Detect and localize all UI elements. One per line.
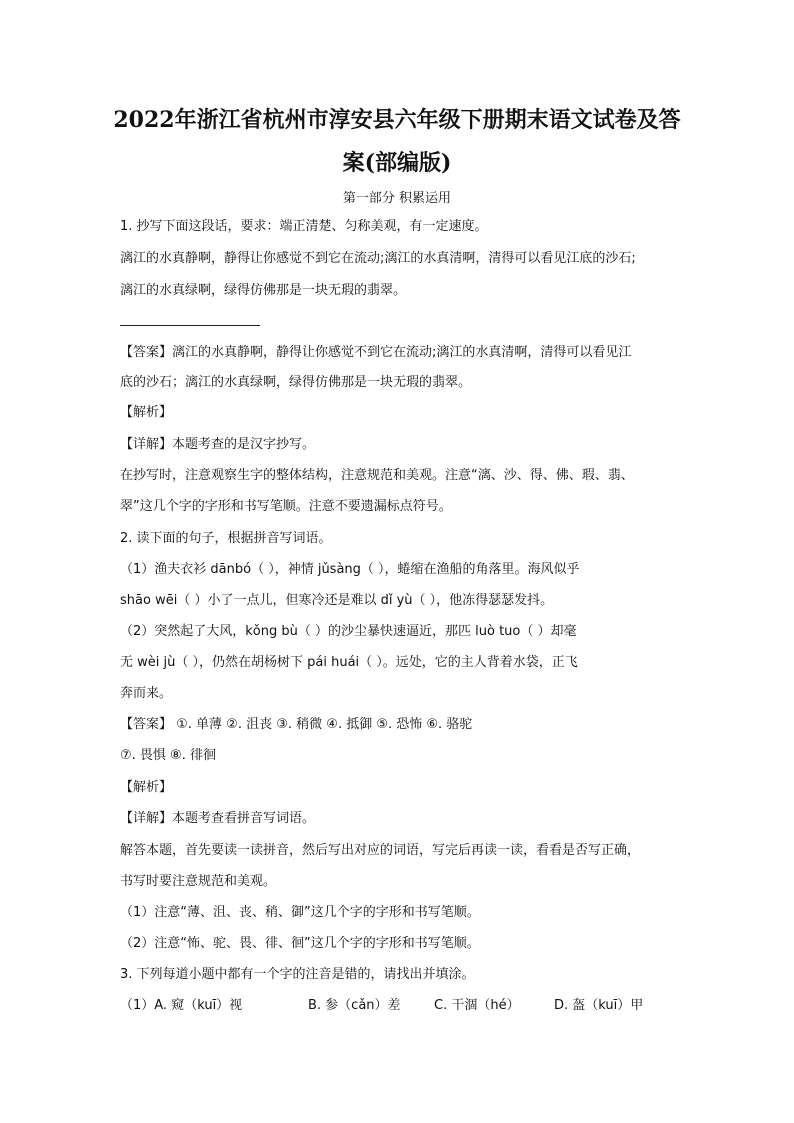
q3-option-a: （1）A. 窥（kuī）视 <box>120 998 243 1013</box>
q1-detail: 【详解】本题考查的是汉字抄写。 <box>120 437 316 452</box>
q2-detail: 【详解】本题考查看拼音写词语。 <box>120 811 316 826</box>
q2-note-1: （1）注意“薄、沮、丧、稍、御”这几个字的字形和书写笔顺。 <box>120 905 480 920</box>
q1-passage-line-2: 漓江的水真绿啊，绿得仿佛那是一块无瑕的翡翠。 <box>120 283 407 298</box>
document-title-line-2: 案(部编版) <box>342 150 452 176</box>
document-title-line-1: 2022年浙江省杭州市淳安县六年级下册期末语文试卷及答 <box>113 107 681 133</box>
q1-answer-line-1: 【答案】漓江的水真静啊，静得让你感觉不到它在流动;漓江的水真清啊，清得可以看见江 <box>120 345 632 360</box>
q2-sentence-1-line-2: shāo wēi（ ）小了一点儿，但寒冷还是难以 dǐ yù（ ），他冻得瑟瑟发抖。 <box>120 593 554 608</box>
q3-option-c: C. 干涸（hé） <box>434 998 520 1013</box>
q3-option-b: B. 参（cǎn）差 <box>308 998 401 1013</box>
q2-explain-line-2: 书写时要注意规范和美观。 <box>120 874 277 889</box>
q3-option-d: D. 盔（kuī）甲 <box>554 998 644 1013</box>
section-heading: 第一部分 积累运用 <box>342 191 452 206</box>
q1-passage-line-1: 漓江的水真静啊，静得让你感觉不到它在流动;漓江的水真清啊，清得可以看见江底的沙石; <box>120 251 636 266</box>
q1-explain-line-1: 在抄写时，注意观察生字的整体结构，注意规范和美观。注意“漓、沙、得、佛、瑕、翡、 <box>120 468 634 483</box>
q2-note-2: （2）注意“怖、驼、畏、徘、徊”这几个字的字形和书写笔顺。 <box>120 936 480 951</box>
q2-prompt: 2. 读下面的句子，根据拼音写词语。 <box>120 531 332 546</box>
answer-divider <box>120 325 260 326</box>
q2-answer-line-1: 【答案】 ①. 单薄 ②. 沮丧 ③. 稍微 ④. 抵御 ⑤. 恐怖 ⑥. 骆驼 <box>120 717 473 732</box>
q2-answer-line-2: ⑦. 畏惧 ⑧. 徘徊 <box>120 748 216 763</box>
q2-sentence-2-line-3: 奔而来。 <box>120 686 173 701</box>
q2-sentence-2-line-2: 无 wèi jù（ ），仍然在胡杨树下 pái huái（ ）。远处，它的主人背着水袋，正飞 <box>120 655 578 670</box>
q1-explain-line-2: 翠”这几个字的字形和书写笔顺。注意不要遗漏标点符号。 <box>120 499 452 514</box>
q1-analysis-label: 【解析】 <box>120 405 173 420</box>
q1-prompt: 1. 抄写下面这段话，要求：端正清楚、匀称美观，有一定速度。 <box>120 219 488 234</box>
q2-sentence-2-line-1: （2）突然起了大风，kǒng bù（ ）的沙尘暴快速逼近，那匹 luò tuo（ ）却毫 <box>120 624 577 639</box>
q2-explain-line-1: 解答本题，首先要读一读拼音，然后写出对应的词语，写完后再读一读，看看是否写正确， <box>120 843 641 858</box>
q2-analysis-label: 【解析】 <box>120 780 173 795</box>
q2-sentence-1-line-1: （1）渔夫衣衫 dānbó（ ），神情 jǔsàng（ ），蜷缩在渔船的角落里。海风似乎 <box>120 562 580 577</box>
q3-options-row <box>120 997 676 1015</box>
q3-prompt: 3. 下列每道小题中都有一个字的注音是错的，请找出并填涂。 <box>120 967 475 982</box>
q1-answer-line-2: 底的沙石；漓江的水真绿啊，绿得仿佛那是一块无瑕的翡翠。 <box>120 375 472 390</box>
